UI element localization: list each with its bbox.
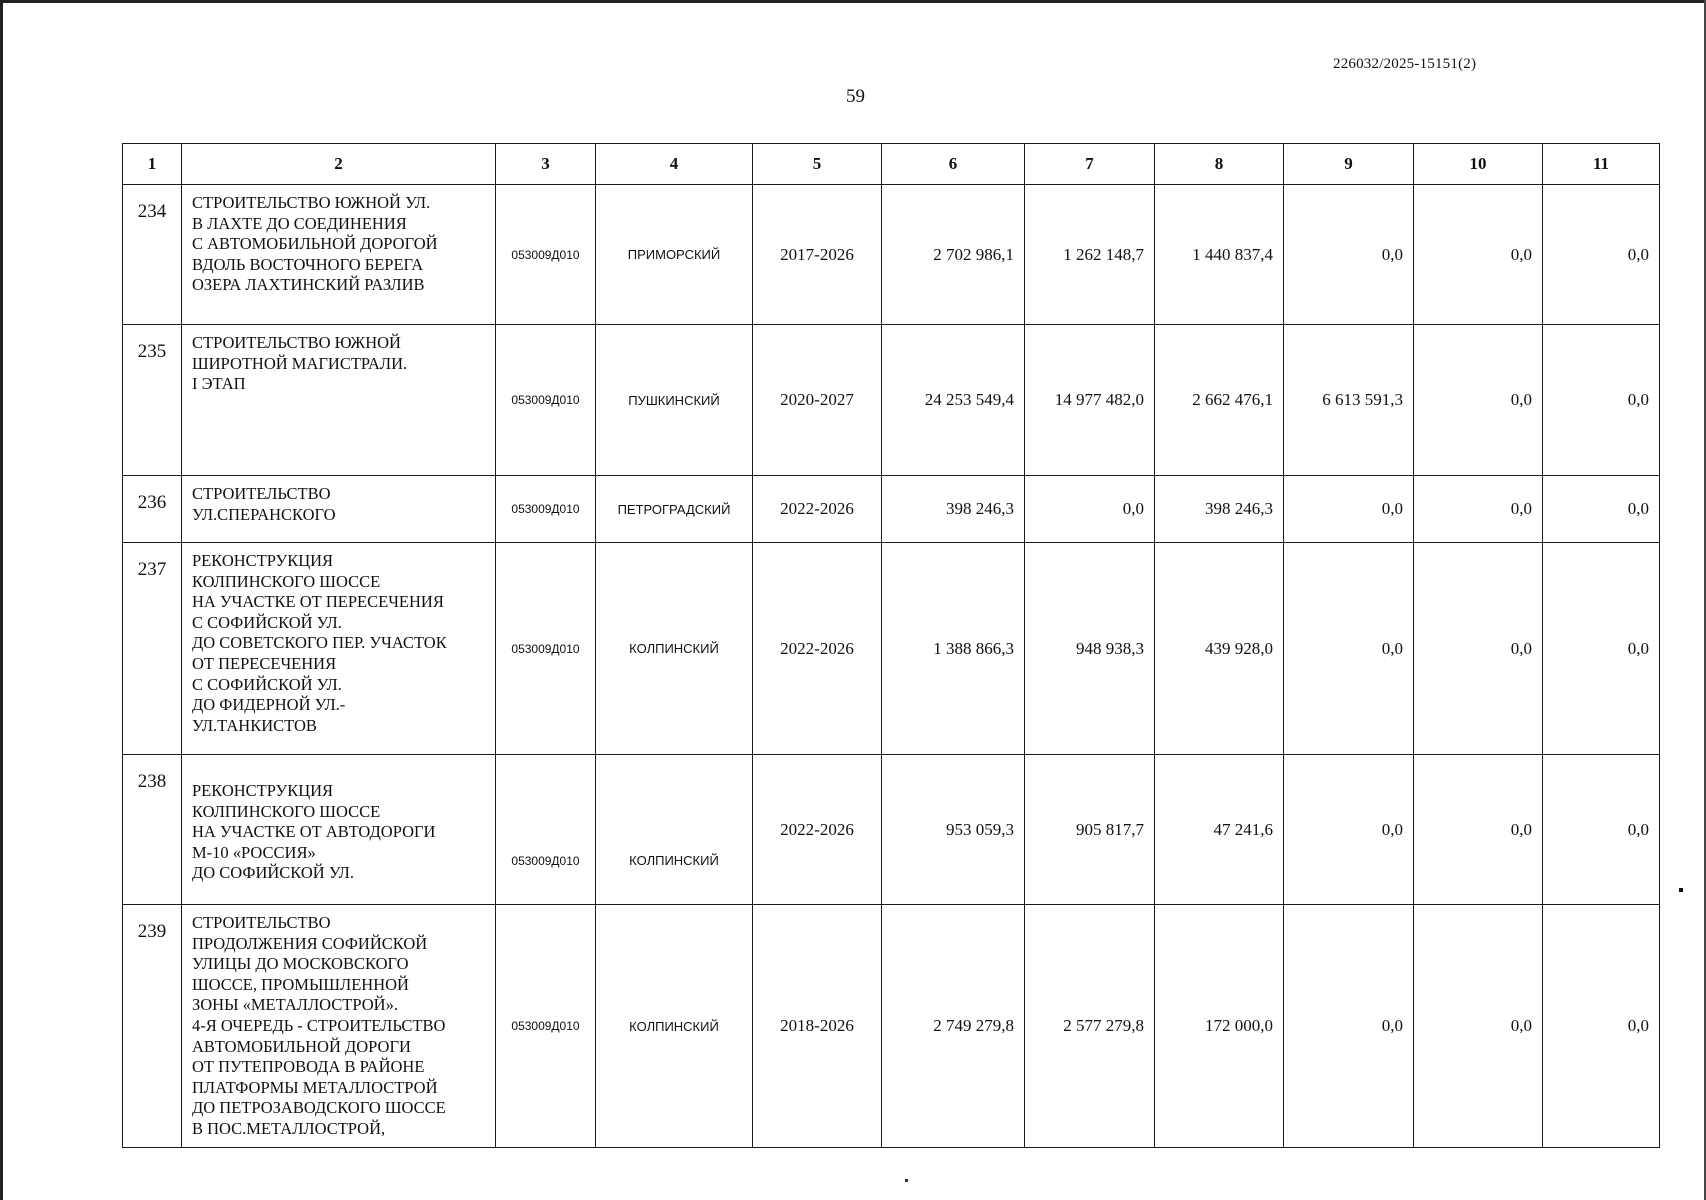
object-name: СТРОИТЕЛЬСТВО ЮЖНОЙ УЛ. В ЛАХТЕ ДО СОЕДИНЕНИЯ С АВТОМОБИЛЬНОЙ ДОРОГОЙ ВДОЛЬ ВОСТОЧНОГО БЕРЕГА ОЗЕРА ЛАХТИНСКИЙ РАЗЛИВ [182, 185, 496, 325]
value-col-7: 14 977 482,0 [1025, 325, 1155, 476]
district: КОЛПИНСКИЙ [596, 543, 753, 755]
row-number: 236 [123, 476, 182, 543]
budget-code: 053009Д010 [496, 905, 596, 1148]
district: ПЕТРОГРАДСКИЙ [596, 476, 753, 543]
col-header-5: 5 [753, 144, 882, 185]
budget-code: 053009Д010 [496, 476, 596, 543]
value-col-10: 0,0 [1414, 755, 1543, 905]
period: 2022-2026 [753, 755, 882, 905]
document-id: 226032/2025-15151(2) [1333, 56, 1477, 72]
value-col-11: 0,0 [1543, 476, 1660, 543]
value-col-11: 0,0 [1543, 755, 1660, 905]
header-row [123, 144, 1660, 185]
period: 2018-2026 [753, 905, 882, 1148]
budget-code: 053009Д010 [496, 325, 596, 476]
col-header-10: 10 [1414, 144, 1543, 185]
object-name: РЕКОНСТРУКЦИЯ КОЛПИНСКОГО ШОССЕ НА УЧАСТКЕ ОТ АВТОДОРОГИ М-10 «РОССИЯ» ДО СОФИЙСКОЙ УЛ. [182, 755, 496, 905]
value-col-11: 0,0 [1543, 325, 1660, 476]
value-col-8: 398 246,3 [1155, 476, 1284, 543]
col-header-1: 1 [123, 144, 182, 185]
object-name: СТРОИТЕЛЬСТВО ЮЖНОЙ ШИРОТНОЙ МАГИСТРАЛИ. I ЭТАП [182, 325, 496, 476]
col-header-8: 8 [1155, 144, 1284, 185]
col-header-7: 7 [1025, 144, 1155, 185]
value-col-9: 0,0 [1284, 755, 1414, 905]
value-col-11: 0,0 [1543, 905, 1660, 1148]
col-header-9: 9 [1284, 144, 1414, 185]
value-col-6: 2 749 279,8 [882, 905, 1025, 1148]
scan-speck [905, 1179, 908, 1182]
value-col-6: 2 702 986,1 [882, 185, 1025, 325]
value-col-7: 2 577 279,8 [1025, 905, 1155, 1148]
object-name: СТРОИТЕЛЬСТВО УЛ.СПЕРАНСКОГО [182, 476, 496, 543]
value-col-11: 0,0 [1543, 543, 1660, 755]
budget-code: 053009Д010 [496, 755, 596, 905]
value-col-9: 0,0 [1284, 543, 1414, 755]
value-col-8: 172 000,0 [1155, 905, 1284, 1148]
col-header-11: 11 [1543, 144, 1660, 185]
value-col-7: 0,0 [1025, 476, 1155, 543]
value-col-8: 439 928,0 [1155, 543, 1284, 755]
row-number: 235 [123, 325, 182, 476]
value-col-8: 1 440 837,4 [1155, 185, 1284, 325]
district: ПУШКИНСКИЙ [596, 325, 753, 476]
row-number: 234 [123, 185, 182, 325]
period: 2017-2026 [753, 185, 882, 325]
value-col-8: 2 662 476,1 [1155, 325, 1284, 476]
scan-edge-left [0, 0, 3, 1200]
value-col-8: 47 241,6 [1155, 755, 1284, 905]
table-row [123, 185, 1660, 325]
table-row [123, 755, 1660, 905]
value-col-10: 0,0 [1414, 476, 1543, 543]
table-row [123, 476, 1660, 543]
col-header-2: 2 [182, 144, 496, 185]
scan-speck [1679, 888, 1683, 892]
budget-table [122, 143, 1660, 1148]
row-number: 239 [123, 905, 182, 1148]
value-col-7: 948 938,3 [1025, 543, 1155, 755]
budget-code: 053009Д010 [496, 543, 596, 755]
value-col-9: 0,0 [1284, 905, 1414, 1148]
value-col-11: 0,0 [1543, 185, 1660, 325]
col-header-3: 3 [496, 144, 596, 185]
value-col-10: 0,0 [1414, 905, 1543, 1148]
value-col-9: 6 613 591,3 [1284, 325, 1414, 476]
value-col-6: 953 059,3 [882, 755, 1025, 905]
value-col-10: 0,0 [1414, 185, 1543, 325]
value-col-10: 0,0 [1414, 325, 1543, 476]
value-col-7: 1 262 148,7 [1025, 185, 1155, 325]
value-col-6: 1 388 866,3 [882, 543, 1025, 755]
period: 2022-2026 [753, 476, 882, 543]
district: КОЛПИНСКИЙ [596, 905, 753, 1148]
district: КОЛПИНСКИЙ [596, 755, 753, 905]
table-row [123, 543, 1660, 755]
period: 2022-2026 [753, 543, 882, 755]
value-col-9: 0,0 [1284, 476, 1414, 543]
value-col-6: 24 253 549,4 [882, 325, 1025, 476]
row-number: 237 [123, 543, 182, 755]
object-name: РЕКОНСТРУКЦИЯ КОЛПИНСКОГО ШОССЕ НА УЧАСТКЕ ОТ ПЕРЕСЕЧЕНИЯ С СОФИЙСКОЙ УЛ. ДО СОВЕТСКОГО ПЕР. УЧАСТОК ОТ ПЕРЕСЕЧЕНИЯ С СОФИЙСКОЙ УЛ. ДО ФИДЕРНОЙ УЛ.- УЛ.ТАНКИСТОВ [182, 543, 496, 755]
value-col-10: 0,0 [1414, 543, 1543, 755]
value-col-6: 398 246,3 [882, 476, 1025, 543]
table-row [123, 905, 1660, 1148]
row-number: 238 [123, 755, 182, 905]
budget-code: 053009Д010 [496, 185, 596, 325]
value-col-9: 0,0 [1284, 185, 1414, 325]
object-name: СТРОИТЕЛЬСТВО ПРОДОЛЖЕНИЯ СОФИЙСКОЙ УЛИЦЫ ДО МОСКОВСКОГО ШОССЕ, ПРОМЫШЛЕННОЙ ЗОНЫ «МЕТАЛЛОСТРОЙ». 4-Я ОЧЕРЕДЬ - СТРОИТЕЛЬСТВО АВТОМОБИЛЬНОЙ ДОРОГИ ОТ ПУТЕПРОВОДА В РАЙОНЕ ПЛАТФОРМЫ МЕТАЛЛОСТРОЙ ДО ПЕТРОЗАВОДСКОГО ШОССЕ В ПОС.МЕТАЛЛОСТРОЙ, [182, 905, 496, 1148]
period: 2020-2027 [753, 325, 882, 476]
district: ПРИМОРСКИЙ [596, 185, 753, 325]
value-col-7: 905 817,7 [1025, 755, 1155, 905]
page-number: 59 [846, 86, 865, 107]
col-header-4: 4 [596, 144, 753, 185]
scan-edge-top [0, 0, 1706, 3]
table-row [123, 325, 1660, 476]
col-header-6: 6 [882, 144, 1025, 185]
